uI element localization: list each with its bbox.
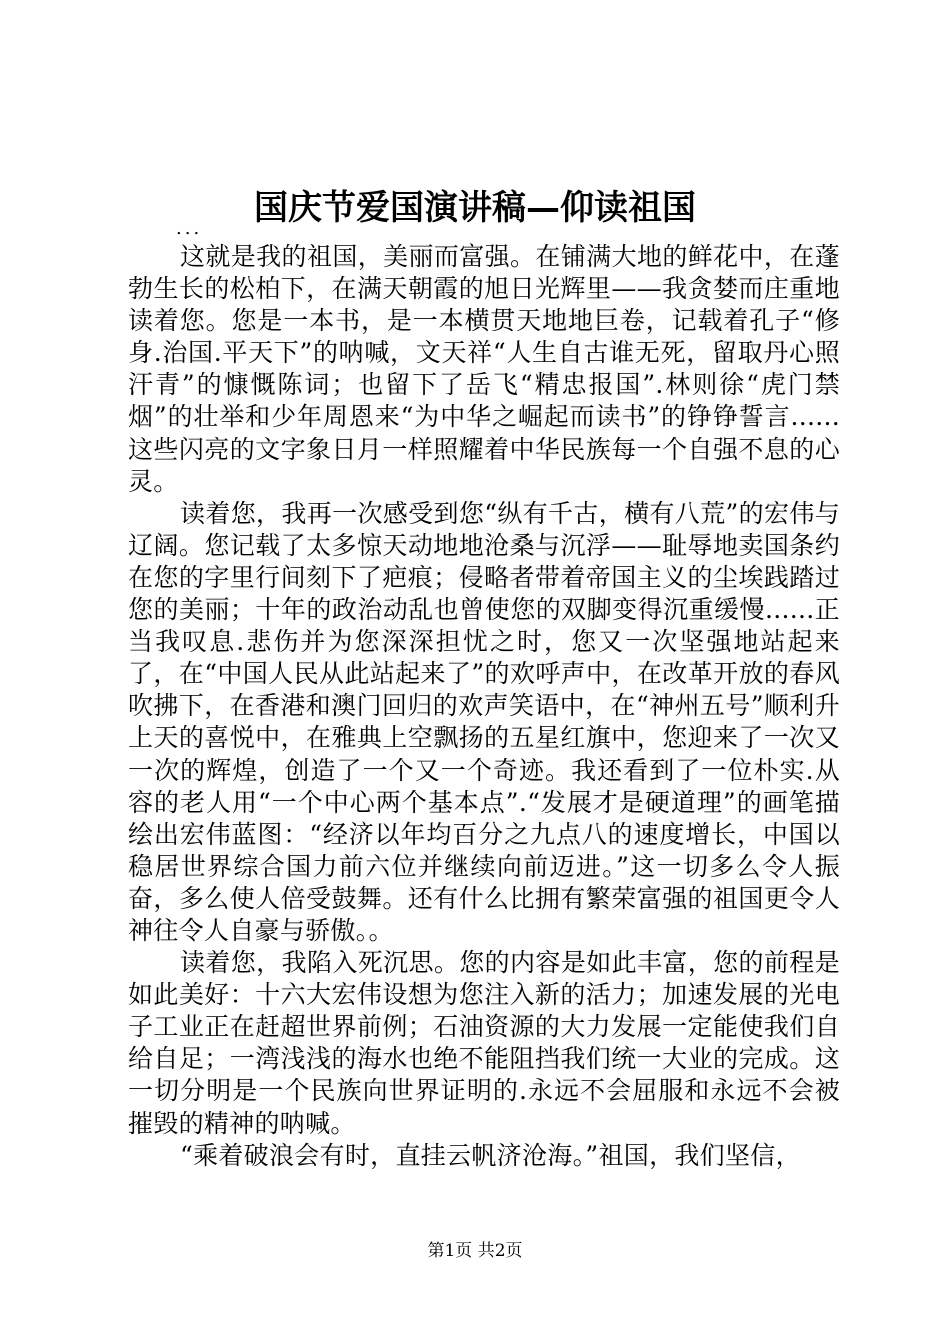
paragraph-1: 这就是我的祖国，美丽而富强。在铺满大地的鲜花中，在蓬勃生长的松柏下，在满天朝霞的旭日光辉里——我贪婪而庄重地读着您。您是一本书，是一本横贯天地地巨卷，记载着孔子“修身.治国.平天下”的呐喊，文天祥“人生自古谁无死，留取丹心照汗青”的慷慨陈词；也留下了岳飞“精忠报国”.林则徐“虎门禁烟”的壮举和少年周恩来“为中华之崛起而读书”的铮铮誓言......这些闪亮的文字象日月一样照耀着中华民族每一个自强不息的心灵。 — [128, 242, 840, 496]
paragraph-2: 读着您，我再一次感受到您“纵有千古，横有八荒”的宏伟与辽阔。您记载了太多惊天动地地沧桑与沉浮——耻辱地卖国条约在您的字里行间刻下了疤痕；侵略者带着帝国主义的尘埃践踏过您的美丽；十年的政治动乱也曾使您的双脚变得沉重缓慢......正当我叹息.悲伤并为您深深担忧之时，您又一次坚强地站起来了，在“中国人民从此站起来了”的欢呼声中，在改革开放的春风吹拂下，在香港和澳门回归的欢声笑语中，在“神州五号”顺利升上天的喜悦中，在雅典上空飘扬的五星红旗中，您迎来了一次又一次的辉煌，创造了一个又一个奇迹。我还看到了一位朴实.从容的老人用“一个中心两个基本点”.“发展才是硬道理”的画笔描绘出宏伟蓝图：“经济以年均百分之九点八的速度增长，中国以稳居世界综合国力前六位并继续向前迈进。”这一切多么令人振奋，多么使人倍受鼓舞。还有什么比拥有繁荣富强的祖国更令人神往令人自豪与骄傲。。 — [128, 498, 840, 945]
document-title: 国庆节爱国演讲稿—仰读祖国 — [254, 188, 696, 228]
paragraph-4: “乘着破浪会有时，直挂云帆济沧海。”祖国，我们坚信， — [180, 1140, 801, 1170]
title-ellipsis: ... — [176, 218, 203, 239]
page-number-footer: 第1页 共2页 — [427, 1241, 523, 1261]
document-body — [128, 241, 840, 1172]
paragraph-3: 读着您，我陷入死沉思。您的内容是如此丰富，您的前程是如此美好：十六大宏伟设想为您注入新的活力；加速发展的光电子工业正在赶超世界前例；石油资源的大力发展一定能使我们自给自足；一湾浅浅的海水也绝不能阻挡我们统一大业的完成。这一切分明是一个民族向世界证明的.永远不会屈服和永远不会被摧毁的精神的呐喊。 — [128, 948, 840, 1138]
